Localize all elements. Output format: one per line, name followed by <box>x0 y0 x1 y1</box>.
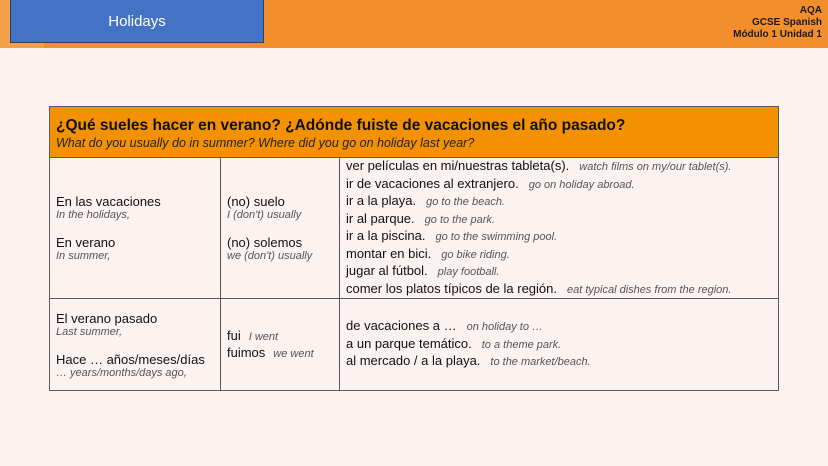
time-phrase-en: In summer, <box>56 250 111 262</box>
activity-es: a un parque temático. <box>346 335 472 351</box>
vocabulary-table <box>49 106 779 391</box>
activity-es: ir de vacaciones al extranjero. <box>346 175 519 191</box>
time-phrase-es: El verano pasado <box>56 310 158 326</box>
slide-title <box>10 0 264 43</box>
activity-line <box>346 353 772 371</box>
activity-line <box>346 281 772 299</box>
activity-es: ir a la playa. <box>346 193 417 208</box>
module-unit: Módulo 1 Unidad 1 <box>733 29 822 40</box>
activity-en: play football. <box>437 266 500 278</box>
activity-en: go on holiday abroad. <box>528 178 635 191</box>
table-header <box>50 107 779 158</box>
verb-es: (no) suelo <box>227 194 285 209</box>
activity-line <box>346 211 772 229</box>
activity-en: go to the beach. <box>426 196 505 208</box>
time-phrase-en: … years/months/days ago, <box>56 366 187 379</box>
verb-en: we (don't) usually <box>227 250 313 262</box>
activity-line <box>346 336 772 354</box>
header-bar <box>0 0 828 48</box>
activity-line <box>346 193 772 211</box>
time-phrase-en: Last summer, <box>56 325 123 338</box>
activity-en: go to the park. <box>424 213 495 226</box>
table-row-past <box>50 299 779 391</box>
verb-es: fui <box>227 327 241 343</box>
activity-en: watch films on my/our tablet(s). <box>579 161 732 173</box>
activity-es: de vacaciones a … <box>346 318 457 334</box>
activity-es: jugar al fútbol. <box>346 263 428 278</box>
time-phrases-cell <box>50 158 221 299</box>
activity-en: on holiday to … <box>466 321 544 334</box>
activity-en: eat typical dishes from the region. <box>567 283 732 296</box>
time-phrase-es: En las vacaciones <box>56 194 161 209</box>
verb-es: (no) solemos <box>227 235 303 250</box>
time-phrase-es: En verano <box>56 235 116 250</box>
activity-es: ir a la piscina. <box>346 228 426 243</box>
question-spanish: ¿Qué sueles hacer en verano? ¿Adónde fuiste de vacaciones el año pasado? <box>56 116 626 134</box>
verb-en: I went <box>248 330 279 343</box>
activity-line <box>346 246 772 264</box>
activities-cell <box>340 299 779 391</box>
activity-es: ir al parque. <box>346 210 415 226</box>
time-phrase-es: Hace … años/meses/días <box>56 351 205 367</box>
activity-line <box>346 318 772 336</box>
activity-es: ver películas en mi/nuestras tableta(s). <box>346 158 570 173</box>
activity-en: go bike riding. <box>441 248 510 261</box>
verb-en: I (don't) usually <box>227 209 302 221</box>
question-english: What do you usually do in summer? Where did you go on holiday last year? <box>56 135 475 150</box>
activity-en: to a theme park. <box>481 338 562 351</box>
activity-line <box>346 263 772 281</box>
slide-title-text: Holidays <box>108 12 166 30</box>
activity-en: to the market/beach. <box>490 356 591 369</box>
activity-line <box>346 158 772 176</box>
verb-line <box>227 345 333 362</box>
exam-board: AQA <box>799 5 822 16</box>
table-row-present <box>50 158 779 299</box>
course-name: GCSE Spanish <box>751 17 822 28</box>
activity-es: comer los platos típicos de la región. <box>346 280 557 296</box>
time-phrase-en: In the holidays, <box>56 209 130 221</box>
activities-cell <box>340 158 779 299</box>
verb-es: fuimos <box>227 344 266 360</box>
course-info <box>733 5 822 41</box>
activity-line <box>346 228 772 246</box>
time-phrases-cell <box>50 299 221 391</box>
activity-en: go to the swimming pool. <box>435 231 558 243</box>
verb-en: we went <box>273 347 314 360</box>
activity-line <box>346 176 772 194</box>
verb-line <box>227 328 333 345</box>
verbs-cell <box>221 158 340 299</box>
activity-es: montar en bici. <box>346 245 432 261</box>
activity-es: al mercado / a la playa. <box>346 353 481 369</box>
verbs-cell <box>221 299 340 391</box>
